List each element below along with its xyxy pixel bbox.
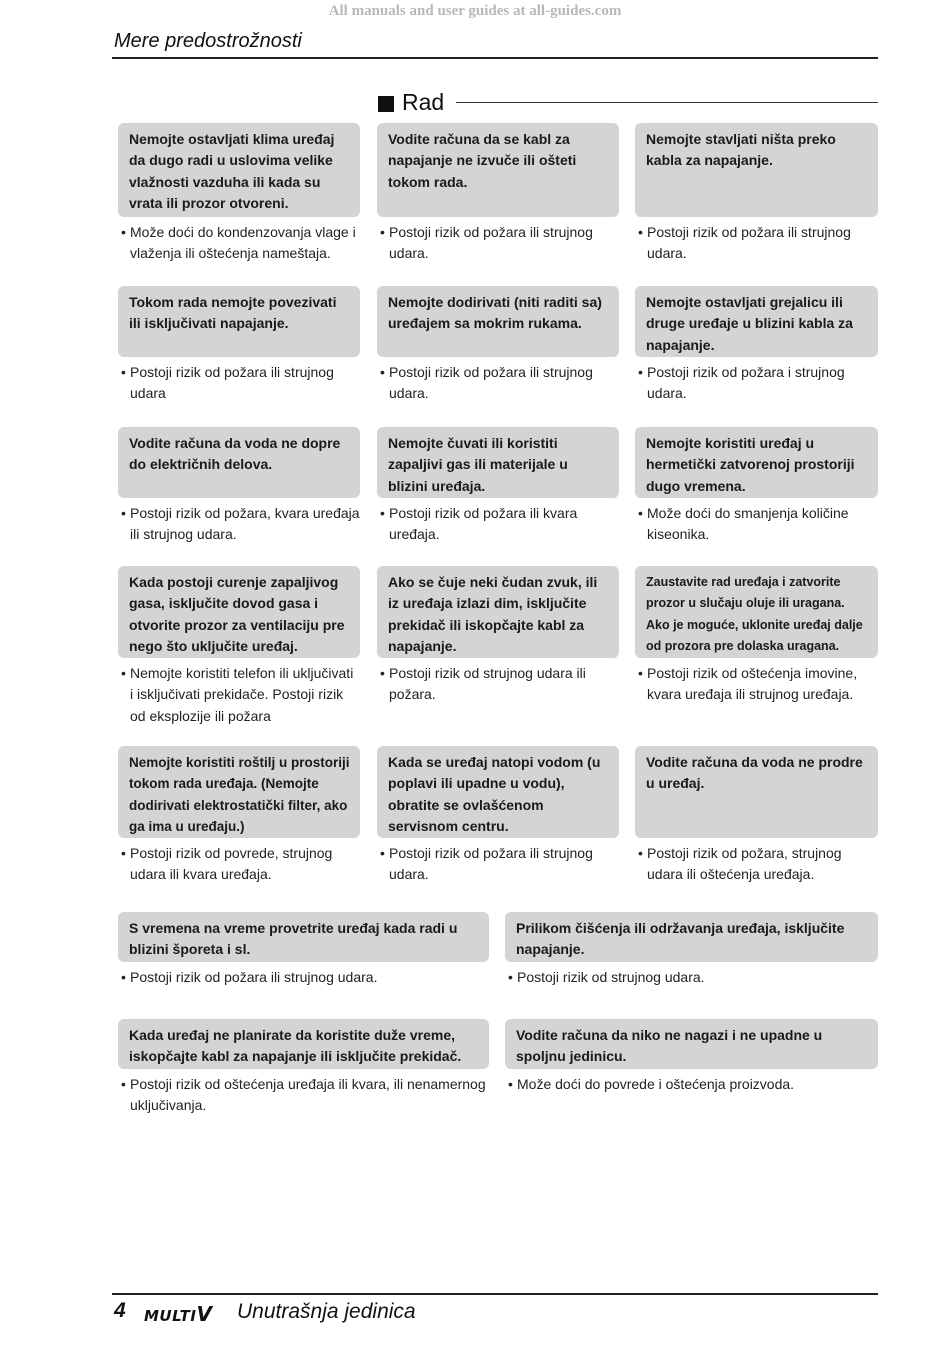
- bullet-icon: •: [380, 505, 385, 521]
- bullet-icon: •: [121, 845, 126, 861]
- footer-rule: [112, 1293, 878, 1295]
- precaution-note: [635, 362, 878, 405]
- precaution-card: [377, 427, 619, 546]
- precaution-note: [118, 1074, 489, 1117]
- brand-logo-v: V: [196, 1302, 213, 1326]
- bullet-icon: •: [638, 665, 643, 681]
- precaution-note: [118, 222, 360, 265]
- precaution-note: [118, 362, 360, 405]
- precaution-note: [505, 1074, 878, 1095]
- precaution-note-text: Postoji rizik od oštećenja uređaja ili kvara, ili nenamernog uključivanja.: [130, 1076, 486, 1114]
- precaution-card: [377, 123, 619, 265]
- bullet-icon: •: [121, 1076, 126, 1092]
- precaution-title: Nemojte ostavljati grejalicu ili druge uređaje u blizini kabla za napajanje.: [635, 286, 878, 357]
- precaution-title: Nemojte dodirivati (niti raditi sa) uređajem sa mokrim rukama.: [377, 286, 619, 357]
- precaution-card: [118, 286, 360, 405]
- precaution-note-text: Postoji rizik od požara, strujnog udara ili oštećenja uređaja.: [647, 845, 842, 883]
- precaution-note-text: Postoji rizik od požara ili strujnog udara.: [389, 224, 593, 262]
- precaution-note-text: Postoji rizik od povrede, strujnog udara ili kvara uređaja.: [130, 845, 333, 883]
- precaution-card: [635, 427, 878, 546]
- precaution-title: Zaustavite rad uređaja i zatvorite prozor u slučaju oluje ili uragana. Ako je moguće, uklonite uređaj dalje od prozora pre dolaska uragana.: [635, 566, 878, 658]
- precaution-title: Nemojte koristiti roštilj u prostoriji tokom rada uređaja. (Nemojte dodirivati elektrostatički filter, ako ga ima u uređaju.): [118, 746, 360, 838]
- precaution-note-text: Može doći do povrede i oštećenja proizvoda.: [517, 1076, 795, 1092]
- precaution-note-text: Nemojte koristiti telefon ili uključivati i isključivati prekidače. Postoji rizik od eksplozije ili požara: [130, 665, 354, 724]
- precaution-card: [118, 123, 360, 265]
- precaution-note: [377, 663, 619, 706]
- bullet-icon: •: [121, 969, 126, 985]
- brand-logo-main: MULTI: [144, 1307, 197, 1325]
- header-title: Mere predostrožnosti: [114, 30, 302, 52]
- precaution-note: [377, 222, 619, 265]
- precaution-note: [118, 843, 360, 886]
- precaution-card: [635, 286, 878, 405]
- precaution-note-text: Postoji rizik od požara i strujnog udara.: [647, 364, 845, 402]
- precaution-note-text: Može doći do smanjenja količine kiseonika.: [647, 505, 849, 543]
- precaution-card: [118, 912, 489, 988]
- precaution-note-text: Može doći do kondenzovanja vlage i vlaženja ili oštećenja nameštaja.: [130, 224, 356, 262]
- bullet-icon: •: [121, 505, 126, 521]
- precaution-card: [635, 123, 878, 265]
- precaution-note-text: Postoji rizik od strujnog udara.: [517, 969, 705, 985]
- precaution-note-text: Postoji rizik od požara ili strujnog udara.: [647, 224, 851, 262]
- precaution-note: [635, 503, 878, 546]
- precaution-title: Vodite računa da voda ne prodre u uređaj.: [635, 746, 878, 838]
- precaution-note: [635, 843, 878, 886]
- precaution-note-text: Postoji rizik od požara, kvara uređaja ili strujnog udara.: [130, 505, 360, 543]
- bullet-icon: •: [121, 364, 126, 380]
- precaution-card: [377, 286, 619, 405]
- bullet-icon: •: [638, 845, 643, 861]
- precaution-title: Kada uređaj ne planirate da koristite duže vreme, iskopčajte kabl za napajanje ili isključite prekidač.: [118, 1019, 489, 1069]
- precaution-note-text: Postoji rizik od strujnog udara ili požara.: [389, 665, 586, 703]
- document-title: Unutrašnja jedinica: [237, 1300, 416, 1323]
- bullet-icon: •: [638, 364, 643, 380]
- precaution-title: Tokom rada nemojte povezivati ili isključivati napajanje.: [118, 286, 360, 357]
- precaution-note: [635, 222, 878, 265]
- precaution-title: S vremena na vreme provetrite uređaj kada radi u blizini šporeta i sl.: [118, 912, 489, 962]
- precaution-note: [118, 967, 489, 988]
- precaution-title: Kada postoji curenje zapaljivog gasa, isključite dovod gasa i otvorite prozor za ventilaciju pre nego što uključite uređaj.: [118, 566, 360, 658]
- precaution-title: Prilikom čišćenja ili održavanja uređaja, isključite napajanje.: [505, 912, 878, 962]
- bullet-icon: •: [638, 505, 643, 521]
- precaution-card: [118, 427, 360, 546]
- precaution-note-text: Postoji rizik od požara ili strujnog udara: [130, 364, 334, 402]
- precaution-card: [505, 912, 878, 988]
- precaution-title: Nemojte stavljati ništa preko kabla za napajanje.: [635, 123, 878, 217]
- precaution-card: [377, 746, 619, 886]
- page-number: 4: [114, 1299, 126, 1322]
- precaution-note-text: Postoji rizik od oštećenja imovine, kvara uređaja ili strujnog uređaja.: [647, 665, 858, 703]
- precaution-card: [635, 566, 878, 706]
- precaution-title: Vodite računa da niko ne nagazi i ne upadne u spoljnu jedinicu.: [505, 1019, 878, 1069]
- precaution-title: Nemojte čuvati ili koristiti zapaljivi gas ili materijale u blizini uređaja.: [377, 427, 619, 498]
- section-title: Rad: [402, 89, 445, 115]
- precaution-card: [118, 566, 360, 727]
- precaution-title: Nemojte koristiti uređaj u hermetički zatvorenoj prostoriji dugo vremena.: [635, 427, 878, 498]
- precaution-title: Ako se čuje neki čudan zvuk, ili iz uređaja izlazi dim, isključite prekidač ili iskopčajte kabl za napajanje.: [377, 566, 619, 658]
- bullet-icon: •: [380, 845, 385, 861]
- precaution-note-text: Postoji rizik od požara ili kvara uređaja.: [389, 505, 578, 543]
- bullet-icon: •: [638, 224, 643, 240]
- bullet-icon: •: [508, 969, 513, 985]
- precaution-card: [118, 746, 360, 886]
- square-bullet-icon: [378, 96, 394, 112]
- precaution-title: Kada se uređaj natopi vodom (u poplavi ili upadne u vodu), obratite se ovlašćenom servisnom centru.: [377, 746, 619, 838]
- precaution-note: [505, 967, 878, 988]
- precaution-note-text: Postoji rizik od požara ili strujnog udara.: [389, 364, 593, 402]
- precaution-card: [635, 746, 878, 886]
- bullet-icon: •: [380, 364, 385, 380]
- precaution-note: [118, 503, 360, 546]
- precaution-note-text: Postoji rizik od požara ili strujnog udara.: [130, 969, 378, 985]
- bullet-icon: •: [508, 1076, 513, 1092]
- bullet-icon: •: [380, 665, 385, 681]
- precaution-card: [377, 566, 619, 706]
- bullet-icon: •: [121, 224, 126, 240]
- precaution-title: Vodite računa da se kabl za napajanje ne izvuče ili ošteti tokom rada.: [377, 123, 619, 217]
- precaution-note: [377, 503, 619, 546]
- precaution-note: [377, 843, 619, 886]
- precaution-note: [118, 663, 360, 727]
- precaution-note-text: Postoji rizik od požara ili strujnog udara.: [389, 845, 593, 883]
- footer: [114, 1299, 714, 1329]
- precaution-note: [377, 362, 619, 405]
- section-rule: [456, 102, 878, 103]
- precaution-title: Vodite računa da voda ne dopre do električnih delova.: [118, 427, 360, 498]
- precaution-card: [118, 1019, 489, 1117]
- watermark: All manuals and user guides at all-guides.com: [328, 3, 622, 19]
- bullet-icon: •: [121, 665, 126, 681]
- header-rule: [112, 57, 878, 59]
- bullet-icon: •: [380, 224, 385, 240]
- brand-logo: [144, 1302, 212, 1326]
- precaution-note: [635, 663, 878, 706]
- precaution-title: Nemojte ostavljati klima uređaj da dugo radi u uslovima velike vlažnosti vazduha ili kada su vrata ili prozor otvoreni.: [118, 123, 360, 217]
- precaution-card: [505, 1019, 878, 1095]
- section-heading: [376, 90, 878, 120]
